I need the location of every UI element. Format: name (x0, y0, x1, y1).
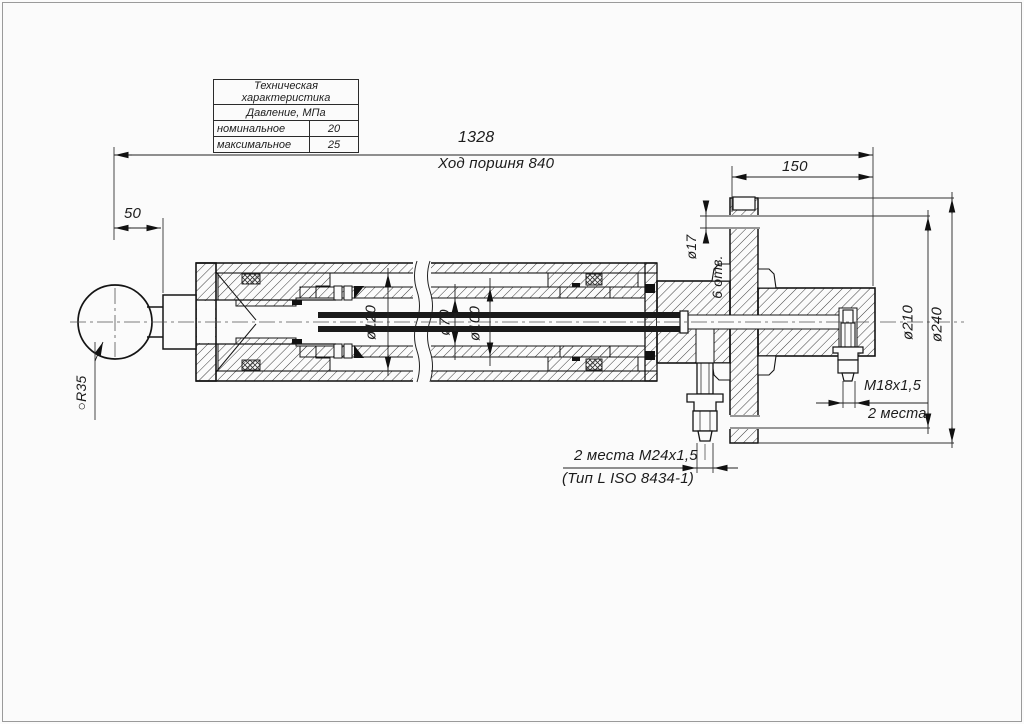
spec-row-label: максимальное (214, 137, 310, 153)
dim-flange-offset: 150 (782, 158, 808, 175)
table-row (214, 121, 359, 137)
spec-row-value: 25 (310, 137, 359, 153)
spec-table (213, 79, 359, 153)
dim-rod-dia: ø100 (466, 306, 484, 341)
dim-port-thread: M18x1,5 (864, 378, 922, 394)
dim-bolt-circle-dia: ø210 (899, 305, 917, 340)
spec-row-value: 20 (310, 121, 359, 137)
dim-ball-offset: 50 (124, 205, 142, 222)
dim-hole-dia: ø17 (683, 234, 699, 260)
spec-table-subtitle: Давление, МПа (214, 105, 359, 121)
dim-fitting-standard: (Тип L ISO 8434-1) (562, 470, 694, 487)
dim-bore-dia: ø120 (362, 305, 380, 340)
dim-sphere-radius: ○R35 (73, 375, 89, 411)
dim-flange-dia: ø240 (928, 307, 946, 342)
dim-inner-tube-dia: ø70 (436, 309, 454, 336)
dim-fitting-thread: 2 места M24x1,5 (574, 447, 698, 464)
table-row (214, 137, 359, 153)
spec-table-title: Техническая характеристика (214, 80, 359, 105)
break-line (413, 261, 433, 382)
dim-overall-length: 1328 (458, 129, 495, 146)
spec-row-label: номинальное (214, 121, 310, 137)
dim-port-places: 2 места (868, 406, 927, 422)
dim-hole-count: 6 отв. (709, 255, 725, 299)
dim-piston-stroke: Ход поршня 840 (438, 155, 555, 172)
